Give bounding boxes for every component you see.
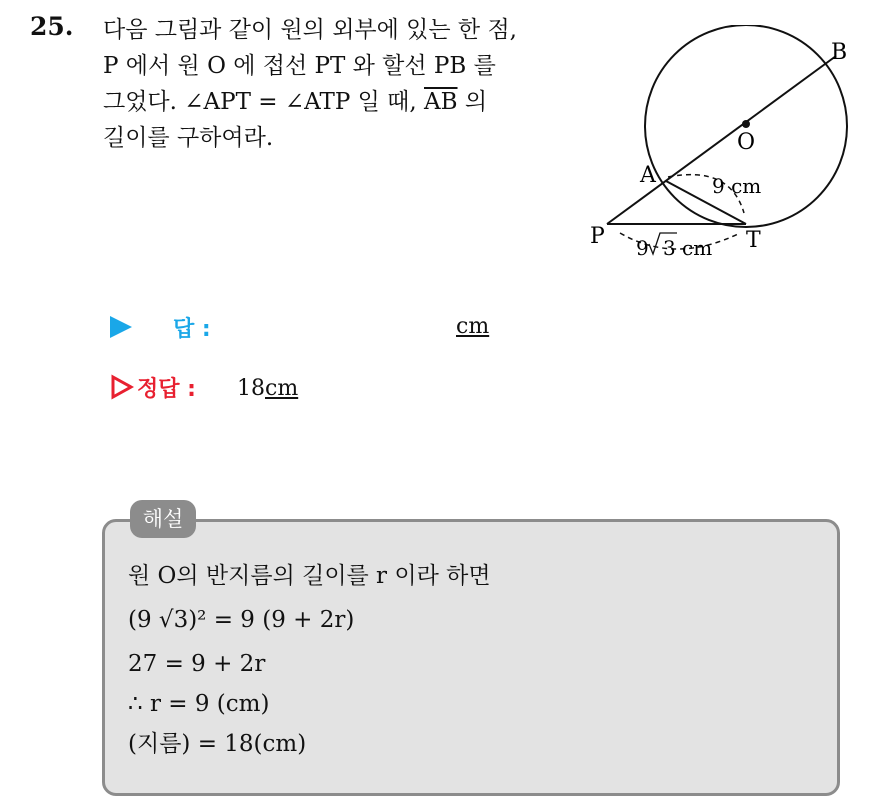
play-triangle-icon [110,316,132,338]
solution-line-3: 27 = 9 + 2r [128,651,266,677]
label-pt-coef: 9 [636,236,649,260]
center-dot [742,120,750,128]
label-pt-unit: cm [682,236,713,260]
question-line-4: 길이를 구하여라. [103,125,274,151]
question-line-3-text: 그었다. ∠APT = ∠ATP 일 때, [103,89,424,115]
correct-answer-label: 정답 : [137,377,196,402]
solution-tab: 해설 [130,500,196,538]
outline-triangle-icon [110,374,134,400]
label-b: B [831,40,848,65]
question-line-3 [103,84,573,120]
label-p: P [590,224,605,249]
solution-line-4: ∴ r = 9 (cm) [128,691,270,717]
label-o: O [737,130,756,155]
question-line-2: P 에서 원 O 에 접선 PT 와 할선 PB 를 [103,53,496,79]
answer-label: 답 : [173,317,211,342]
geometry-figure [580,25,870,265]
label-a: A [640,163,656,188]
correct-answer-row [110,372,410,406]
solution-line-1: 원 O의 반지름의 길이를 r 이라 하면 [128,563,491,589]
question-line-1: 다음 그림과 같이 원의 외부에 있는 한 점, [103,17,517,43]
correct-answer-number: 18 [237,376,265,401]
question-text [103,12,573,156]
secant-pb [607,56,836,224]
solution-lines [128,558,491,766]
solution-line-2: (9 √3)² = 9 (9 + 2r) [128,607,355,633]
correct-answer-value [237,376,298,401]
label-t: T [746,228,761,253]
label-pt-root: 3 [663,236,676,260]
solution-line-5: (지름) = 18(cm) [128,731,307,757]
question-number: 25. [30,12,74,41]
segment-ab: $\overline{AB}$ [424,89,458,115]
correct-answer-unit: cm [265,376,299,401]
question-line-3-tail: 의 [457,89,488,115]
answer-unit[interactable]: cm [456,314,490,339]
label-at-length: 9 cm [712,174,762,198]
answer-row [110,312,530,344]
